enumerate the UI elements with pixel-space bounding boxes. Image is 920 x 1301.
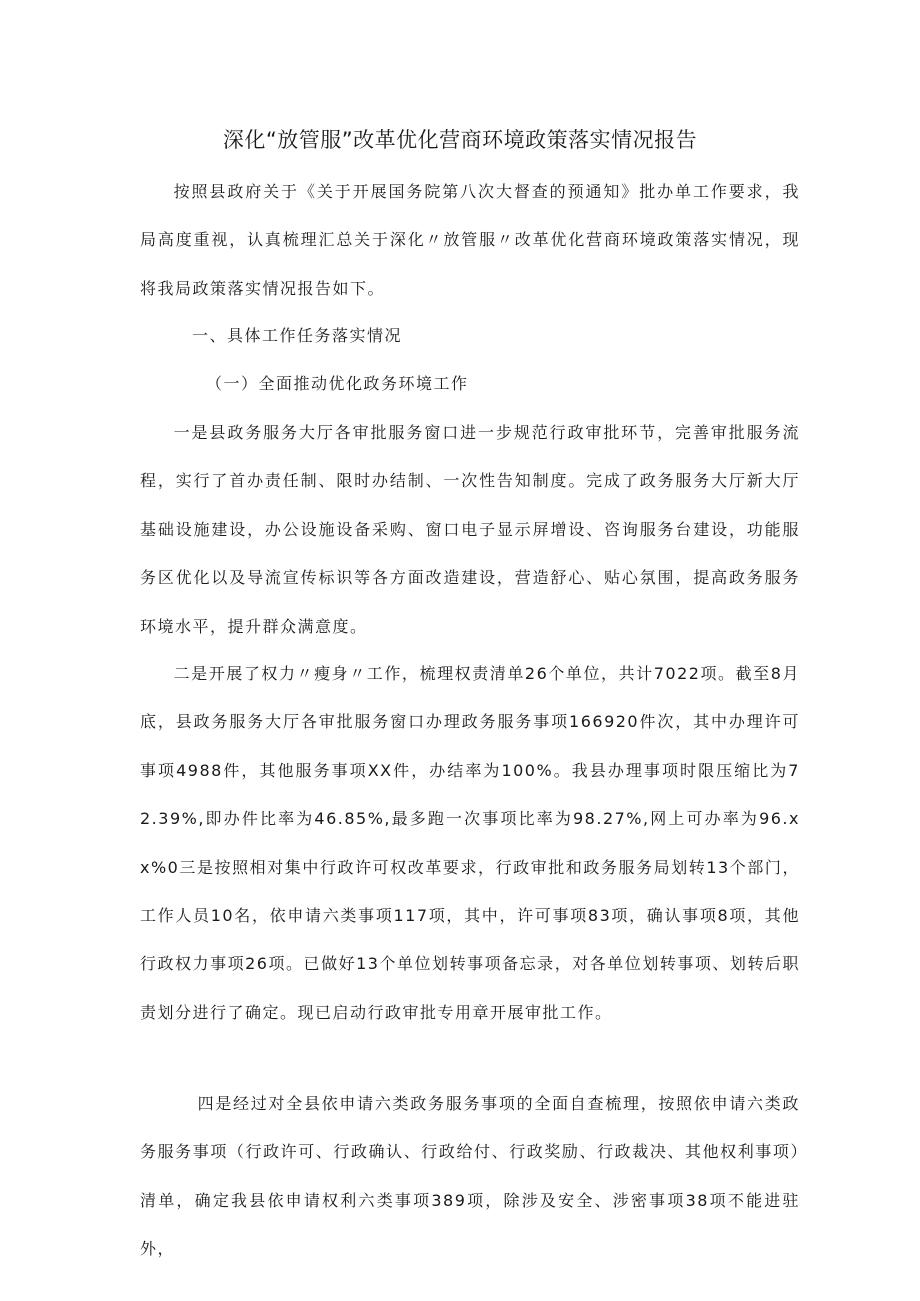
- intro-paragraph: 按照县政府关于《关于开展国务院第八次大督查的预通知》批办单工作要求，我局高度重视，认真梳理汇总关于深化〃放管服〃改革优化营商环境政策落实情况，现将我局政策落实情况报告如下。: [140, 182, 800, 298]
- subsection-heading-1: （一）全面推动优化政务环境工作: [206, 374, 469, 393]
- item-paragraph-4: 四是经过对全县依申请六类政务服务事项的全面自查梳理，按照依申请六类政务服务事项（行政许可、行政确认、行政给付、行政奖励、行政裁决、其他权利事项）清单，确定我县依申请权利六类事项389项，除涉及安全、涉密事项38项不能进驻外，: [140, 1094, 800, 1259]
- document-title: 深化“放管服”改革优化营商环境政策落实情况报告: [222, 128, 698, 152]
- item-paragraph-2: 二是开展了权力〃瘦身〃工作，梳理权责清单26个单位，共计7022项。截至8月底，县政务服务大厅各审批服务窗口办理政务服务事项166920件次，其中办理许可事项4988件，其他服务事项XX件，办结率为100%。我县办理事项时限压缩比为72.39%,即办件比率为46.85%,最多跑一次事项比率为98.27%,网上可办率为96.xx%0三是按照相对集中行政许可权改革要求，行政审批和政务服务局划转13个部门，工作人员10名，依申请六类事项117项，其中，许可事项83项，确认事项8项，其他行政权力事项26项。已做好13个单位划转事项备忘录，对各单位划转事项、划转后职责划分进行了确定。现已启动行政审批专用章开展审批工作。: [140, 664, 800, 1022]
- item-paragraph-1: 一是县政务服务大厅各审批服务窗口进一步规范行政审批环节，完善审批服务流程，实行了首办责任制、限时办结制、一次性告知制度。完成了政务服务大厅新大厅基础设施建设，办公设施设备采购、窗口电子显示屏增设、咨询服务台建设，功能服务区优化以及导流宣传标识等各方面改造建设，营造舒心、贴心氛围，提高政务服务环境水平，提升群众满意度。: [140, 423, 800, 636]
- section-heading-1: 一、具体工作任务落实情况: [192, 326, 403, 345]
